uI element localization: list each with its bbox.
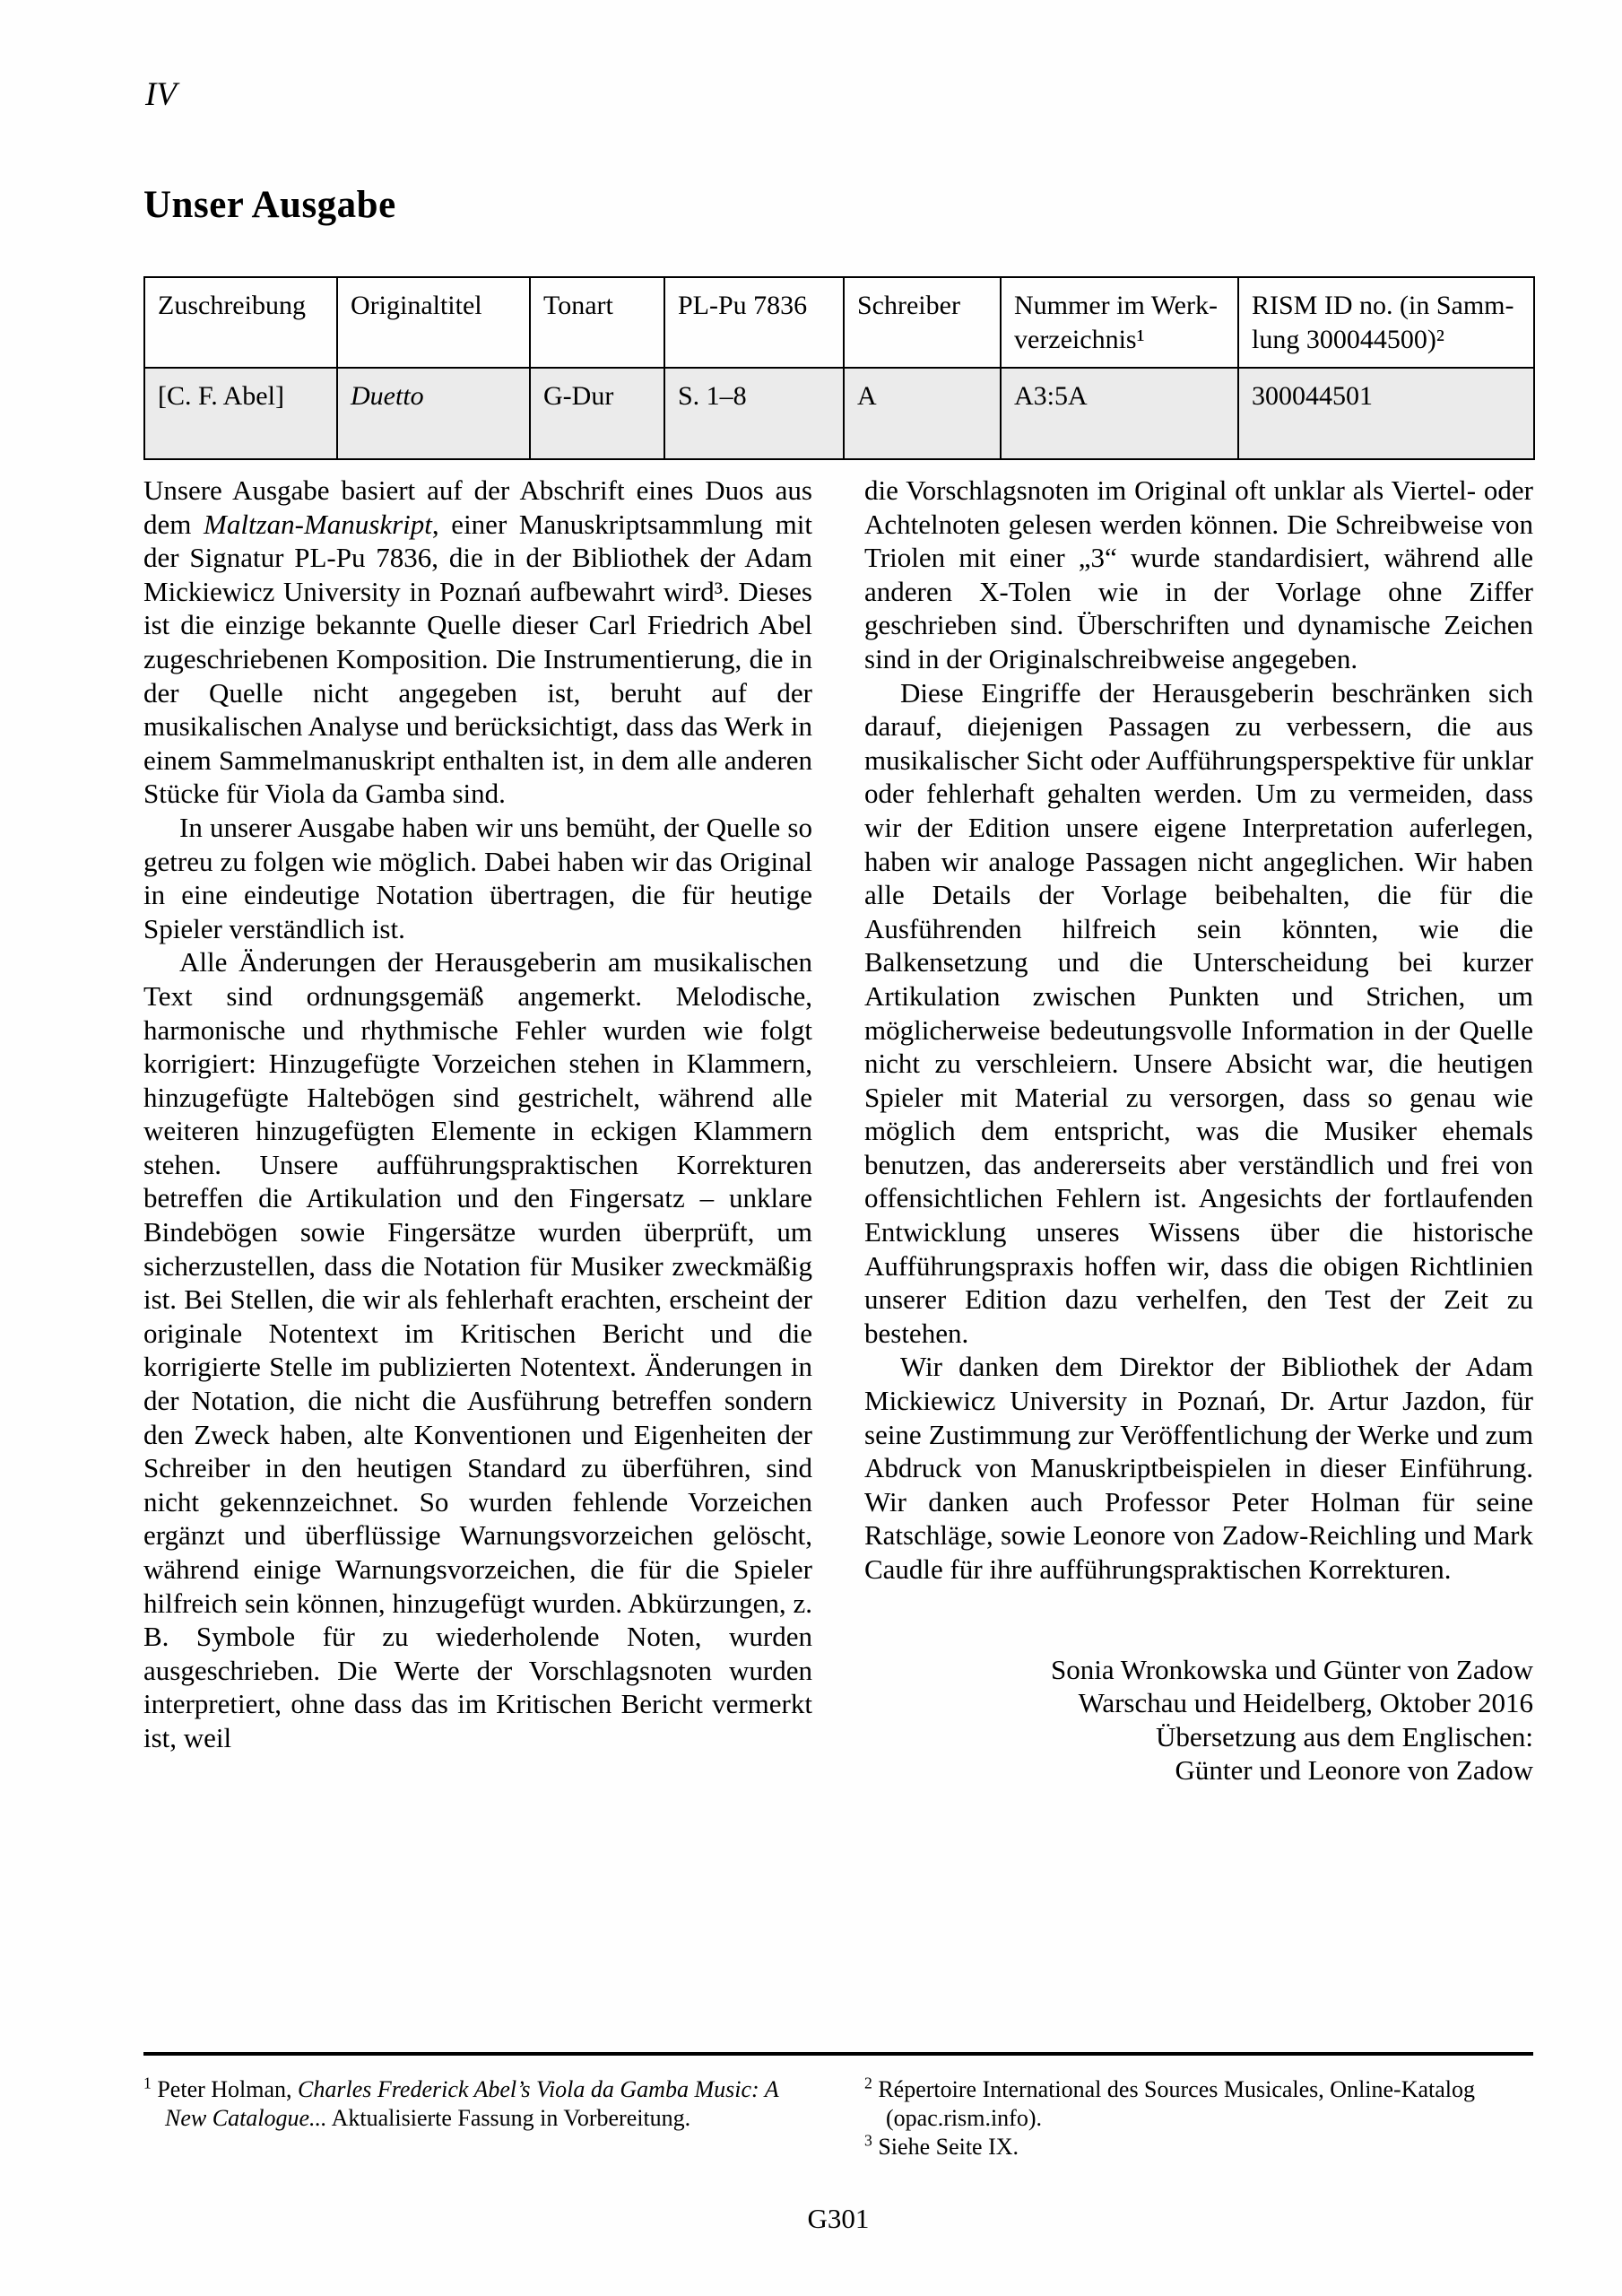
body-paragraph: In unserer Ausgabe haben wir uns bemüht, der Quelle so getreu zu folgen wie möglich. Dabei haben wir das Original in eine eindeutige Notation übertragen, die für heutige Spieler verständlich ist. xyxy=(143,811,812,944)
footnote-column-left xyxy=(143,2075,812,2161)
table-header-tonart: Tonart xyxy=(530,277,664,368)
footnote-marker: 1 xyxy=(143,2074,152,2092)
section-heading: Unser Ausgabe xyxy=(143,184,396,226)
signature-line-translation-note: Übersetzung aus dem Englischen: xyxy=(1156,1720,1533,1752)
body-paragraph: die Vorschlagsnoten im Original oft unklar als Viertel- oder Achtelnoten gelesen werden können. Die Schreibweise von Triolen mit einer „3“ wurde standardisiert, während alle anderen X-Tolen wie in der Vorlage ohne Ziffer geschrieben sind. Überschriften und dynamische Zeichen sind in der Originalschreibweise angegeben. xyxy=(864,474,1533,674)
footnote-column-right xyxy=(864,2075,1533,2161)
page-footer: G301 xyxy=(807,2203,870,2234)
body-paragraph: Unsere Ausgabe basiert auf der Abschrift eines Duos aus dem Maltzan-Manuskript, einer Manuskriptsammlung mit der Signatur PL-Pu 7836, die in der Bibliothek der Adam Mickiewicz University in Poznań aufbewahrt wird³. Dieses ist die einzige bekannte Quelle dieser Carl Friedrich Abel zugeschriebenen Komposition. Die Instrumentierung, die in der Quelle nicht angegeben ist, beruht auf der musikalischen Analyse und berücksichtigt, dass das Werk in einem Sammelmanuskript enthalten ist, in dem alle anderen Stücke für Viola da Gamba sind. xyxy=(143,474,813,810)
table-cell-zuschreibung: [C. F. Abel] xyxy=(144,368,337,459)
signature-line-translators: Günter und Leonore von Zadow xyxy=(1175,1754,1533,1787)
footnote-1 xyxy=(143,2075,812,2133)
footnote-2 xyxy=(864,2075,1533,2133)
signature-line-authors: Sonia Wronkowska und Günter von Zadow xyxy=(1050,1653,1533,1685)
table-header-originaltitel: Originaltitel xyxy=(337,277,530,368)
footnote-separator xyxy=(143,2052,1533,2056)
table-row xyxy=(144,368,1534,459)
text-column-left xyxy=(143,474,812,1787)
body-paragraph: Alle Änderungen der Herausgeberin am musikalischen Text sind ordnungsgemäß angemerkt. Melodische, harmonische und rhythmische Fehler wurden wie folgt korrigiert: Hinzugefügte Vorzeichen stehen in Klammern, hinzugefügte Haltebögen sind gestrichelt, während alle weiteren hinzugefügten Elemente in eckigen Klammern stehen. Unsere aufführungspraktischen Korrekturen betreffen die Artikulation und den Fingersatz – unklare Bindebögen sowie Fingersätze wurden überprüft, um sicherzustellen, dass die Notation für Musiker zweckmäßig ist. Bei Stellen, die wir als fehlerhaft erachten, erscheint der originale Notentext im Kritischen Bericht und die korrigierte Stelle im publizierten Notentext. Änderungen in der Notation, die nicht die Ausführung betreffen sondern den Zweck haben, alte Konventionen und Eigenheiten der Schreiber in den heutigen Standard zu überführen, sind nicht gekennzeichnet. So wurden fehlende Vorzeichen ergänzt und überflüssige Warnungsvorzeichen gelöscht, während einige Warnungsvorzeichen, die für die Spieler hilfreich sein können, hinzugefügt wurden. Abkürzungen, z. B. Symbole für zu wiederholende Noten, wurden ausgeschrieben. Die Werte der Vorschlagsnoten wurden interpretiert, ohne dass das im Kritischen Bericht vermerkt ist, weil xyxy=(143,946,812,1753)
text-column-right xyxy=(864,474,1533,1787)
footnote-marker: 3 xyxy=(864,2131,872,2150)
footnote-text: Répertoire International des Sources Musicales, Online-Katalog (opac.rism.info). xyxy=(872,2076,1476,2131)
signature-block xyxy=(864,1653,1533,1787)
table-header-pl-pu-7836: PL-Pu 7836 xyxy=(664,277,844,368)
body-paragraph: Diese Eingriffe der Herausgeberin beschränken sich darauf, diejenigen Passagen zu verbessern, die aus musikalischer Sicht oder Aufführungsperspektive für unklar oder fehlerhaft gehalten werden. Um zu vermeiden, dass wir der Edition unsere eigene Interpretation auferlegen, haben wir analoge Passagen nicht angeglichen. Wir haben alle Details der Vorlage beibehalten, die für die Ausführenden hilfreich sein könnten, wie die Balkensetzung und die Unterscheidung bei kurzer Artikulation zwischen Punkten und Strichen, um möglicherweise bedeutungsvolle Information in der Quelle nicht zu verschleiern. Unsere Absicht war, die heutigen Spieler mit Material zu versorgen, dass so genau wie möglich dem entspricht, was die Musiker ehemals benutzen, das andererseits aber verständlich und frei von offensichtlichen Fehlern ist. Angesichts der fortlaufenden Entwicklung unseres Wissens über die historische Aufführungspraxis hoffen wir, dass die obigen Richtlinien unserer Edition dazu verhelfen, den Test der Zeit zu bestehen. xyxy=(864,676,1533,1349)
footnote-marker: 2 xyxy=(864,2074,872,2092)
table-cell-werknummer: A3:5A xyxy=(1001,368,1238,459)
works-table xyxy=(143,276,1535,460)
table-header-rism-id: RISM ID no. (in Sammlung 300044500)² xyxy=(1238,277,1534,368)
body-paragraph: Wir danken dem Direktor der Bibliothek der Adam Mickiewicz University in Poznań, Dr. Artur Jazdon, für seine Zustimmung zur Veröffentlichung der Werke und zum Abdruck von Manuskriptbeispielen in dieser Einführung. Wir danken auch Professor Peter Holman für seine Ratschläge, sowie Leonore von Zadow-Reichling und Mark Caudle für ihre aufführungspraktischen Korrekturen. xyxy=(864,1351,1533,1585)
footnote-area xyxy=(143,2075,1533,2161)
table-header-row xyxy=(144,277,1534,368)
body-text xyxy=(143,474,1533,1787)
footnote-text: Peter Holman, Charles Frederick Abel’s Viola da Gamba Music: A New Catalogue... Aktualisierte Fassung in Vorbereitung. xyxy=(151,2076,779,2131)
table-cell-rism-id: 300044501 xyxy=(1238,368,1534,459)
table-cell-schreiber: A xyxy=(844,368,1001,459)
signature-line-place-date: Warschau und Heidelberg, Oktober 2016 xyxy=(1078,1687,1533,1719)
footnote-text: Siehe Seite IX. xyxy=(872,2134,1019,2160)
table-cell-seiten: S. 1–8 xyxy=(664,368,844,459)
footnote-3 xyxy=(864,2133,1533,2161)
page-number: IV xyxy=(145,76,177,113)
table-cell-tonart: G-Dur xyxy=(530,368,664,459)
table-header-werkverzeichnis: Nummer im Werkverzeichnis¹ xyxy=(1001,277,1238,368)
table-header-zuschreibung: Zuschreibung xyxy=(144,277,337,368)
table-cell-originaltitel: Duetto xyxy=(337,368,530,459)
table-header-schreiber: Schreiber xyxy=(844,277,1001,368)
